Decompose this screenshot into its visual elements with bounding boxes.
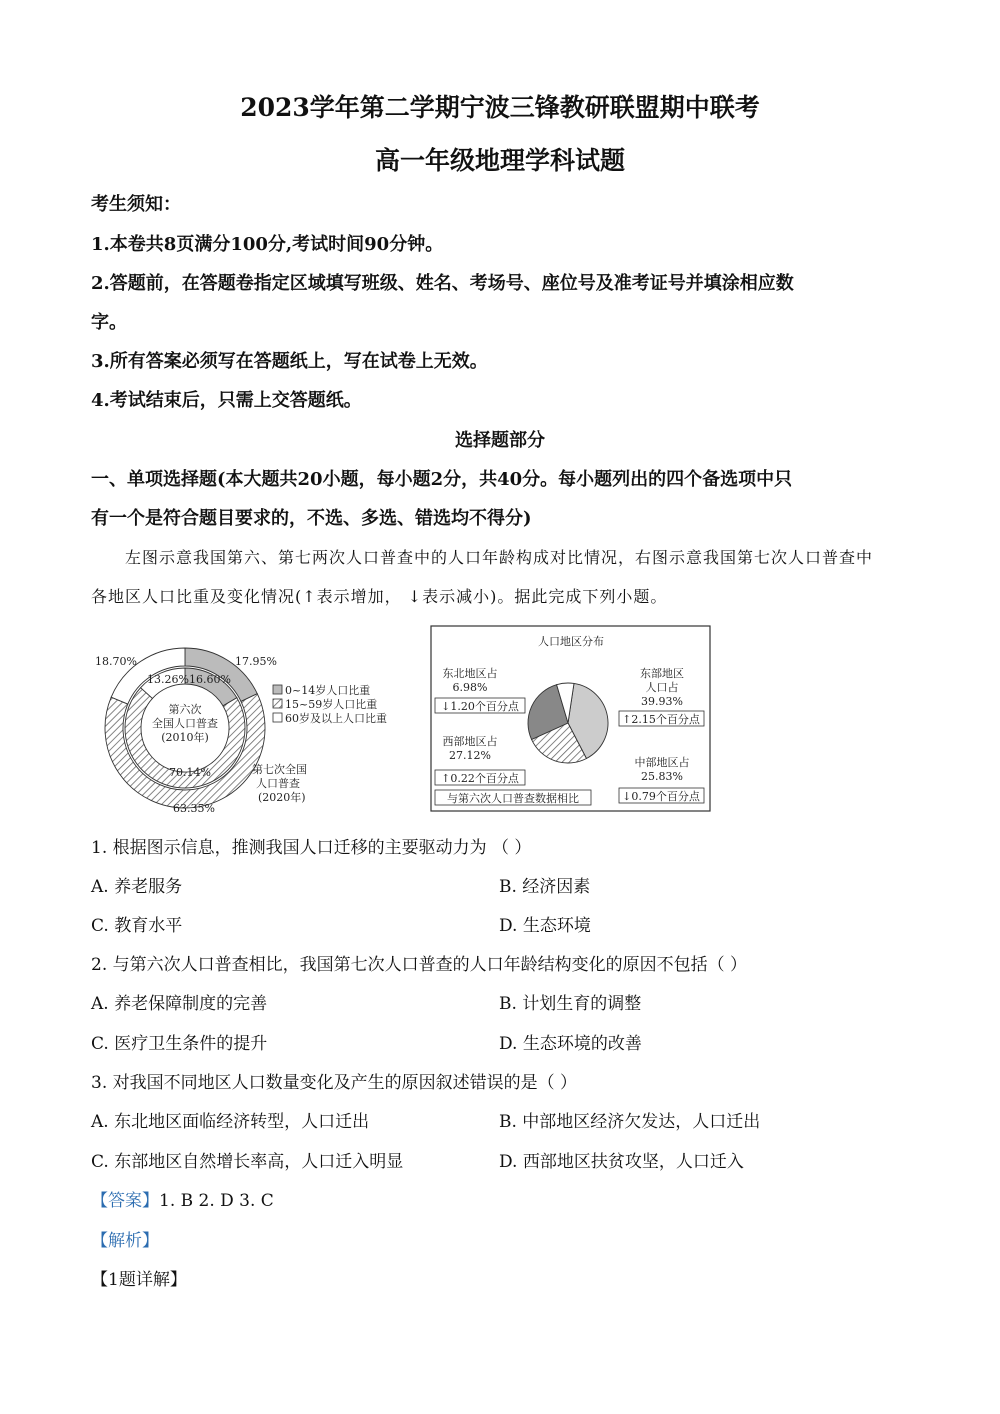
intro-text: 左图示意我国第六、第七两次人口普查中的人口年龄构成对比情况，右图示意我国第七次人口普查中 — [125, 548, 874, 567]
chart-title: 人口地区分布 — [538, 635, 604, 648]
outer-value-60plus: 18.70% — [95, 655, 137, 668]
comparison-note: 与第六次人口普查数据相比 — [447, 792, 579, 805]
outer-value-0-14: 17.95% — [235, 655, 277, 668]
section-instructions: 有一个是符合题目要求的，不选、多选、错选均不得分) — [91, 508, 532, 529]
question-option: A. 养老服务 — [91, 877, 183, 897]
legend-swatch-15-59 — [273, 699, 282, 708]
region-label-northeast: 6.98% — [452, 681, 488, 694]
region-label-west: 西部地区占 — [442, 735, 498, 748]
inner-center-label: 全国人口普查 — [152, 717, 218, 730]
legend-swatch-0-14 — [273, 685, 282, 694]
region-label-east: 39.93% — [641, 695, 683, 708]
analysis-label: 【解析】 — [91, 1231, 159, 1251]
change-west: ↑0.22个百分点 — [441, 772, 519, 785]
notice-item: 4.考试结束后，只需上交答题纸。 — [91, 390, 362, 411]
question-stem: 2. 与第六次人口普查相比，我国第七次人口普查的人口年龄结构变化的原因不包括（ ） — [91, 955, 748, 975]
region-label-east: 东部地区 — [640, 667, 684, 680]
question-option: D. 生态环境 — [499, 916, 591, 936]
inner-value-60plus: 13.26% — [147, 673, 189, 686]
question-stem: 1. 根据图示信息，推测我国人口迁移的主要驱动力为 （ ） — [91, 838, 532, 858]
exam-subtitle: 高一年级地理学科试题 — [374, 146, 625, 175]
outer-census-label: 第七次全国 — [252, 763, 307, 776]
question-option: C. 东部地区自然增长率高，人口迁入明显 — [91, 1152, 404, 1172]
question-option: A. 东北地区面临经济转型，人口迁出 — [91, 1112, 370, 1132]
region-label-east: 人口占 — [645, 681, 679, 694]
intro-text: 各地区人口比重及变化情况(↑表示增加， ↓表示减小)。据此完成下列小题。 — [91, 587, 668, 606]
region-distribution-figure — [430, 625, 712, 813]
inner-center-label: 第六次 — [168, 703, 202, 716]
inner-value-0-14: 16.60% — [189, 673, 231, 686]
notice-item: 字。 — [91, 312, 127, 333]
region-label-central: 中部地区占 — [634, 756, 690, 769]
region-label-central: 25.83% — [641, 770, 683, 783]
change-east: ↑2.15个百分点 — [622, 713, 700, 726]
answer-line — [91, 1186, 274, 1211]
question-option: B. 计划生育的调整 — [499, 994, 642, 1014]
legend-label: 60岁及以上人口比重 — [285, 712, 387, 725]
answer-label: 【答案】 — [91, 1191, 159, 1211]
answer-values: 1. B 2. D 3. C — [159, 1191, 274, 1211]
inner-center-label: (2010年) — [161, 731, 209, 744]
section-title: 选择题部分 — [455, 430, 545, 451]
region-label-west: 27.12% — [449, 749, 491, 762]
age-structure-figure — [85, 640, 415, 820]
notice-item: 1.本卷共8页满分100分,考试时间90分钟。 — [91, 234, 444, 255]
question-stem: 3. 对我国不同地区人口数量变化及产生的原因叙述错误的是（ ） — [91, 1073, 578, 1093]
question-option: C. 医疗卫生条件的提升 — [91, 1034, 268, 1054]
region-pie-chart — [528, 683, 608, 763]
outer-value-15-59: 63.35% — [173, 802, 215, 815]
question-option: B. 中部地区经济欠发达，人口迁出 — [499, 1112, 761, 1132]
outer-census-label: 人口普查 — [256, 777, 300, 790]
notice-heading: 考生须知： — [91, 194, 181, 215]
change-central: ↓0.79个百分点 — [622, 790, 700, 803]
change-northeast: ↓1.20个百分点 — [441, 700, 519, 713]
region-label-northeast: 东北地区占 — [442, 667, 498, 680]
detail-label: 【1题详解】 — [91, 1270, 187, 1290]
outer-census-label: (2020年) — [258, 791, 306, 804]
legend-swatch-60-plus — [273, 713, 282, 722]
notice-item: 3.所有答案必须写在答题纸上，写在试卷上无效。 — [91, 351, 488, 372]
inner-value-15-59: 70.14% — [169, 766, 211, 779]
notice-item: 2.答题前，在答题卷指定区域填写班级、姓名、考场号、座位号及准考证号并填涂相应数 — [91, 273, 794, 294]
question-option: B. 经济因素 — [499, 877, 591, 897]
question-option: C. 教育水平 — [91, 916, 183, 936]
question-option: D. 西部地区扶贫攻坚，人口迁入 — [499, 1152, 744, 1172]
exam-title: 2023学年第二学期宁波三锋教研联盟期中联考 — [240, 93, 760, 122]
legend-label: 15~59岁人口比重 — [285, 698, 378, 711]
legend-label: 0~14岁人口比重 — [285, 684, 371, 697]
section-instructions: 一、单项选择题(本大题共20小题，每小题2分，共40分。每小题列出的四个备选项中只 — [91, 469, 793, 490]
question-option: D. 生态环境的改善 — [499, 1034, 642, 1054]
question-option: A. 养老保障制度的完善 — [91, 994, 268, 1014]
